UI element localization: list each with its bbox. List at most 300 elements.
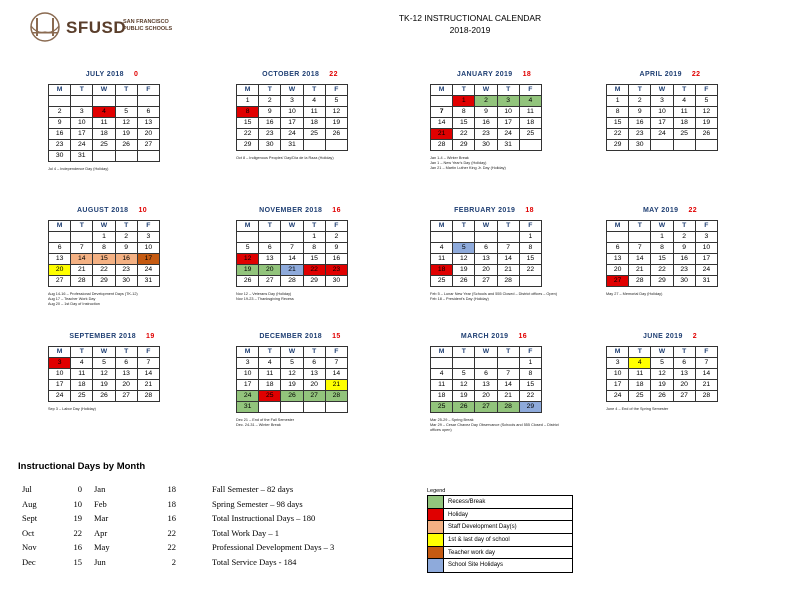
day-cell <box>607 232 629 243</box>
day-cell: 2 <box>475 96 497 107</box>
day-cell: 17 <box>651 118 673 129</box>
month-day-count: 2 <box>692 333 698 340</box>
day-cell: 8 <box>303 243 325 254</box>
total-line: Professional Development Days – 3 <box>212 542 335 552</box>
day-cell: 27 <box>259 276 281 287</box>
day-cell: 4 <box>303 96 325 107</box>
bridge-logo-icon <box>30 12 62 42</box>
month-name: DECEMBER 2018 <box>259 333 323 340</box>
day-cell: 19 <box>453 391 475 402</box>
month-day-count: 22 <box>329 71 338 78</box>
month-note: Aug 20 – 1st Day of Instruction <box>48 302 100 306</box>
day-cell: 20 <box>259 265 281 276</box>
day-cell: 11 <box>71 369 93 380</box>
weekday-header: T <box>259 347 281 358</box>
weekday-header: W <box>93 221 115 232</box>
weekday-header: F <box>519 347 541 358</box>
total-line: Spring Semester – 98 days <box>212 498 303 509</box>
day-cell: 14 <box>281 254 303 265</box>
month-note: Nov 12 – Veterans Day (Holiday) <box>236 292 292 296</box>
day-cell: 26 <box>453 276 475 287</box>
day-cell: 9 <box>259 107 281 118</box>
day-cell: 5 <box>325 96 347 107</box>
day-cell: 1 <box>607 96 629 107</box>
month-note: Mar 25-29 – Spring Break <box>430 418 474 422</box>
weekday-header: F <box>519 85 541 96</box>
day-cell: 11 <box>629 369 651 380</box>
day-cell: 30 <box>325 276 347 287</box>
month-note: Dec 21 – End of the Fall Semester <box>236 418 295 422</box>
instructional-days-row <box>22 484 176 499</box>
legend-box <box>427 495 573 573</box>
day-cell: 20 <box>49 265 71 276</box>
month-grid <box>236 220 348 287</box>
day-cell: 20 <box>607 265 629 276</box>
day-cell: 27 <box>115 391 137 402</box>
day-cell: 24 <box>281 129 303 140</box>
month-notes <box>430 292 560 302</box>
day-cell: 11 <box>93 117 115 128</box>
weekday-header: W <box>281 221 303 232</box>
month-day-count: 0 <box>133 71 139 78</box>
day-cell: 6 <box>137 106 159 117</box>
weekday-header: F <box>137 221 159 232</box>
day-cell: 6 <box>607 243 629 254</box>
day-cell: 15 <box>607 118 629 129</box>
day-cell: 9 <box>325 243 347 254</box>
weekday-header: T <box>71 221 93 232</box>
day-count: 18 <box>167 484 176 494</box>
day-count: 22 <box>73 527 82 538</box>
month-title <box>48 207 176 219</box>
instructional-days-row <box>22 528 176 543</box>
day-cell: 1 <box>519 358 541 369</box>
day-cell: 16 <box>475 118 497 129</box>
legend-item <box>428 521 572 534</box>
day-cell: 30 <box>49 150 71 161</box>
day-cell: 5 <box>695 96 717 107</box>
month-abbrev: Sept <box>22 513 38 523</box>
weekday-header: T <box>303 347 325 358</box>
day-cell: 3 <box>49 358 71 369</box>
day-cell: 10 <box>71 117 93 128</box>
day-cell: 24 <box>607 391 629 402</box>
weekday-header: T <box>629 347 651 358</box>
day-cell: 24 <box>497 129 519 140</box>
weekday-header: M <box>49 347 71 358</box>
day-cell: 15 <box>453 118 475 129</box>
weekday-header: F <box>695 347 717 358</box>
month-calendar <box>48 207 176 307</box>
day-cell: 13 <box>115 369 137 380</box>
day-cell: 28 <box>281 276 303 287</box>
day-cell: 2 <box>259 96 281 107</box>
month-abbrev: Jul <box>22 484 32 494</box>
month-notes <box>48 292 178 307</box>
day-cell <box>281 232 303 243</box>
month-name: AUGUST 2018 <box>76 207 129 214</box>
day-cell: 1 <box>237 96 259 107</box>
day-cell: 5 <box>453 369 475 380</box>
day-cell: 30 <box>475 140 497 151</box>
month-abbrev: Feb <box>94 498 107 509</box>
weekday-header: W <box>93 85 115 96</box>
instructional-days-table <box>22 484 176 571</box>
day-cell: 10 <box>651 107 673 118</box>
month-name: JANUARY 2019 <box>456 71 513 78</box>
day-cell: 17 <box>281 118 303 129</box>
day-cell: 4 <box>673 96 695 107</box>
day-cell: 8 <box>651 243 673 254</box>
month-note: Jul 4 – Independence Day (Holiday) <box>48 166 109 171</box>
day-cell: 16 <box>629 118 651 129</box>
day-cell: 2 <box>325 232 347 243</box>
weekday-header: W <box>281 347 303 358</box>
day-cell: 30 <box>259 140 281 151</box>
month-abbrev: May <box>94 542 110 552</box>
day-cell: 7 <box>431 107 453 118</box>
month-day-count: 15 <box>332 333 341 340</box>
day-cell: 8 <box>237 107 259 118</box>
weekday-header: W <box>475 221 497 232</box>
day-cell: 3 <box>497 96 519 107</box>
weekday-header: M <box>49 221 71 232</box>
day-cell <box>325 140 347 151</box>
day-cell: 27 <box>607 276 629 287</box>
day-cell: 25 <box>303 129 325 140</box>
day-cell: 18 <box>71 380 93 391</box>
day-cell: 21 <box>695 380 717 391</box>
day-count: 22 <box>167 542 176 552</box>
day-cell: 2 <box>629 96 651 107</box>
day-cell: 25 <box>93 139 115 150</box>
day-cell: 21 <box>431 129 453 140</box>
day-cell: 13 <box>475 254 497 265</box>
month-title <box>236 207 364 219</box>
day-cell: 20 <box>673 380 695 391</box>
month-title <box>430 207 558 219</box>
month-grid <box>236 84 348 151</box>
day-cell: 27 <box>303 391 325 402</box>
weekday-header: T <box>673 347 695 358</box>
day-cell: 28 <box>497 402 519 413</box>
day-cell: 3 <box>71 106 93 117</box>
day-cell: 16 <box>259 118 281 129</box>
legend-swatch <box>428 559 444 572</box>
day-cell: 28 <box>137 391 159 402</box>
day-cell: 5 <box>453 243 475 254</box>
legend-item <box>428 534 572 547</box>
day-cell: 5 <box>115 106 137 117</box>
month-title <box>430 71 558 83</box>
legend-title: Legend <box>427 488 446 494</box>
day-cell: 3 <box>137 232 159 243</box>
month-name: NOVEMBER 2018 <box>259 207 323 214</box>
month-note: Aug 17 – Teacher Work Day <box>48 297 96 301</box>
legend <box>427 488 573 573</box>
day-cell: 17 <box>695 254 717 265</box>
day-cell: 4 <box>519 96 541 107</box>
day-cell: 19 <box>281 380 303 391</box>
day-cell: 13 <box>303 369 325 380</box>
month-calendar <box>430 207 558 302</box>
day-cell: 10 <box>497 107 519 118</box>
day-cell: 12 <box>453 380 475 391</box>
day-cell <box>519 276 541 287</box>
day-cell <box>49 96 71 107</box>
day-cell: 10 <box>281 107 303 118</box>
month-calendar <box>430 71 558 171</box>
day-cell: 25 <box>431 402 453 413</box>
title-line-2: 2018-2019 <box>449 25 491 35</box>
month-name: SEPTEMBER 2018 <box>69 333 137 340</box>
total-line: Total Instructional Days – 180 <box>212 513 316 523</box>
month-notes <box>430 418 560 433</box>
day-cell: 13 <box>673 369 695 380</box>
day-cell: 20 <box>137 128 159 139</box>
month-day-count: 16 <box>332 207 341 214</box>
month-notes <box>606 292 736 297</box>
month-notes <box>236 418 366 428</box>
day-cell: 26 <box>281 391 303 402</box>
weekday-header: T <box>497 347 519 358</box>
day-cell: 10 <box>237 369 259 380</box>
weekday-header: F <box>325 85 347 96</box>
day-cell: 29 <box>519 402 541 413</box>
day-cell: 17 <box>49 380 71 391</box>
day-cell: 13 <box>475 380 497 391</box>
brand-subtitle: SAN FRANCISCO PUBLIC SCHOOLS <box>123 19 173 32</box>
day-cell: 15 <box>651 254 673 265</box>
day-cell: 31 <box>71 150 93 161</box>
day-cell <box>303 140 325 151</box>
legend-label: 1st & last day of school <box>448 537 510 544</box>
month-abbrev: Jun <box>94 556 106 567</box>
day-cell <box>115 96 137 107</box>
legend-swatch <box>428 496 444 508</box>
day-cell: 13 <box>607 254 629 265</box>
weekday-header: T <box>497 85 519 96</box>
month-calendar <box>48 333 176 412</box>
day-cell: 10 <box>49 369 71 380</box>
day-cell: 24 <box>651 129 673 140</box>
day-cell <box>115 150 137 161</box>
month-note: Dec. 24-31 – Winter Break <box>236 423 281 427</box>
day-cell <box>431 358 453 369</box>
weekday-header: T <box>673 85 695 96</box>
day-cell: 19 <box>93 380 115 391</box>
day-cell: 5 <box>281 358 303 369</box>
weekday-header: M <box>607 347 629 358</box>
day-cell: 8 <box>453 107 475 118</box>
day-cell: 4 <box>93 106 115 117</box>
month-grid <box>606 220 718 287</box>
instructional-days-row <box>22 542 176 557</box>
legend-item <box>428 559 572 572</box>
day-cell: 9 <box>673 243 695 254</box>
month-grid <box>430 220 542 287</box>
weekday-header: F <box>325 347 347 358</box>
legend-label: Recess/Break <box>448 499 486 505</box>
day-cell: 27 <box>475 276 497 287</box>
day-cell: 19 <box>651 380 673 391</box>
month-day-count: 18 <box>525 207 534 214</box>
day-cell: 1 <box>453 96 475 107</box>
month-calendar <box>606 71 734 156</box>
month-grid <box>606 346 718 402</box>
weekday-header: T <box>673 221 695 232</box>
month-day-count: 18 <box>522 71 532 78</box>
day-cell: 18 <box>629 380 651 391</box>
day-cell: 15 <box>237 118 259 129</box>
day-cell: 26 <box>93 391 115 402</box>
month-abbrev: Nov <box>22 542 37 552</box>
weekday-header: T <box>629 85 651 96</box>
day-cell: 12 <box>651 369 673 380</box>
day-count: 16 <box>73 542 82 552</box>
day-cell: 22 <box>607 129 629 140</box>
day-cell: 28 <box>71 276 93 287</box>
day-cell: 6 <box>673 358 695 369</box>
day-cell: 15 <box>93 254 115 265</box>
day-cell: 11 <box>303 107 325 118</box>
month-name: APRIL 2019 <box>639 71 682 78</box>
day-cell: 3 <box>651 96 673 107</box>
day-cell: 7 <box>137 358 159 369</box>
weekday-header: T <box>453 347 475 358</box>
day-cell <box>93 96 115 107</box>
day-cell: 5 <box>651 358 673 369</box>
weekday-header: F <box>519 221 541 232</box>
day-cell: 8 <box>93 243 115 254</box>
legend-swatch <box>428 509 444 521</box>
day-cell: 7 <box>695 358 717 369</box>
month-abbrev: Mar <box>94 513 109 523</box>
day-cell: 9 <box>629 107 651 118</box>
month-grid <box>236 346 348 413</box>
weekday-header: M <box>607 85 629 96</box>
month-abbrev: Aug <box>22 498 37 509</box>
day-cell <box>497 358 519 369</box>
day-count: 16 <box>167 513 176 523</box>
month-abbrev: Dec <box>22 556 36 567</box>
day-cell: 10 <box>695 243 717 254</box>
month-calendar <box>606 207 734 297</box>
day-cell: 17 <box>497 118 519 129</box>
day-cell <box>325 402 347 413</box>
weekday-header: W <box>651 347 673 358</box>
day-cell: 6 <box>49 243 71 254</box>
weekday-header: F <box>137 85 159 96</box>
day-cell: 21 <box>281 265 303 276</box>
day-cell: 13 <box>137 117 159 128</box>
day-cell <box>695 140 717 151</box>
day-cell: 16 <box>325 254 347 265</box>
weekday-header: T <box>115 221 137 232</box>
weekday-header: W <box>651 221 673 232</box>
day-cell: 13 <box>49 254 71 265</box>
month-name: JUNE 2019 <box>642 333 683 340</box>
weekday-header: W <box>93 347 115 358</box>
day-cell: 20 <box>475 265 497 276</box>
day-cell <box>475 232 497 243</box>
day-cell: 25 <box>519 129 541 140</box>
month-calendar <box>236 71 364 161</box>
day-cell: 28 <box>497 276 519 287</box>
day-cell: 19 <box>453 265 475 276</box>
day-cell: 26 <box>237 276 259 287</box>
day-cell: 23 <box>49 139 71 150</box>
day-cell: 21 <box>325 380 347 391</box>
month-name: MAY 2019 <box>642 207 679 214</box>
day-cell: 14 <box>431 118 453 129</box>
day-cell: 28 <box>629 276 651 287</box>
month-note: Jan 21 – Martin Luther King Jr. Day (Holiday) <box>430 166 506 170</box>
month-title <box>430 333 558 345</box>
day-cell: 21 <box>497 265 519 276</box>
month-note: June 4 – End of the Spring Semester <box>606 407 669 411</box>
day-cell: 23 <box>325 265 347 276</box>
totals-list <box>212 484 334 571</box>
weekday-header: T <box>115 85 137 96</box>
legend-swatch <box>428 547 444 559</box>
day-cell: 5 <box>93 358 115 369</box>
month-notes <box>236 292 366 302</box>
day-cell: 1 <box>519 232 541 243</box>
day-cell: 14 <box>629 254 651 265</box>
day-cell <box>281 402 303 413</box>
day-cell: 18 <box>431 391 453 402</box>
total-line: Total Service Days - 184 <box>212 556 297 567</box>
day-cell: 6 <box>259 243 281 254</box>
document-title <box>360 12 580 36</box>
weekday-header: M <box>431 221 453 232</box>
month-title <box>48 333 176 345</box>
day-cell: 2 <box>49 106 71 117</box>
day-cell: 9 <box>115 243 137 254</box>
month-grid <box>430 346 542 413</box>
month-grid <box>48 220 160 287</box>
legend-item <box>428 547 572 560</box>
day-cell: 8 <box>519 243 541 254</box>
day-cell: 4 <box>259 358 281 369</box>
month-grid <box>430 84 542 151</box>
day-cell: 19 <box>237 265 259 276</box>
weekday-header: T <box>303 85 325 96</box>
month-name: JULY 2018 <box>85 71 124 78</box>
month-title <box>236 333 364 345</box>
day-cell: 26 <box>325 129 347 140</box>
day-cell: 22 <box>453 129 475 140</box>
instructional-days-row <box>22 557 176 572</box>
weekday-header: T <box>71 85 93 96</box>
day-cell: 25 <box>71 391 93 402</box>
weekday-header: M <box>237 85 259 96</box>
day-cell: 1 <box>651 232 673 243</box>
day-cell: 17 <box>607 380 629 391</box>
day-cell: 6 <box>475 243 497 254</box>
month-title <box>48 71 176 83</box>
day-cell: 26 <box>695 129 717 140</box>
day-cell: 28 <box>325 391 347 402</box>
day-cell: 7 <box>497 369 519 380</box>
day-cell: 12 <box>237 254 259 265</box>
legend-label: Holiday <box>448 511 469 518</box>
weekday-header: F <box>695 221 717 232</box>
day-cell: 28 <box>431 140 453 151</box>
day-count: 2 <box>171 556 176 567</box>
weekday-header: M <box>237 347 259 358</box>
